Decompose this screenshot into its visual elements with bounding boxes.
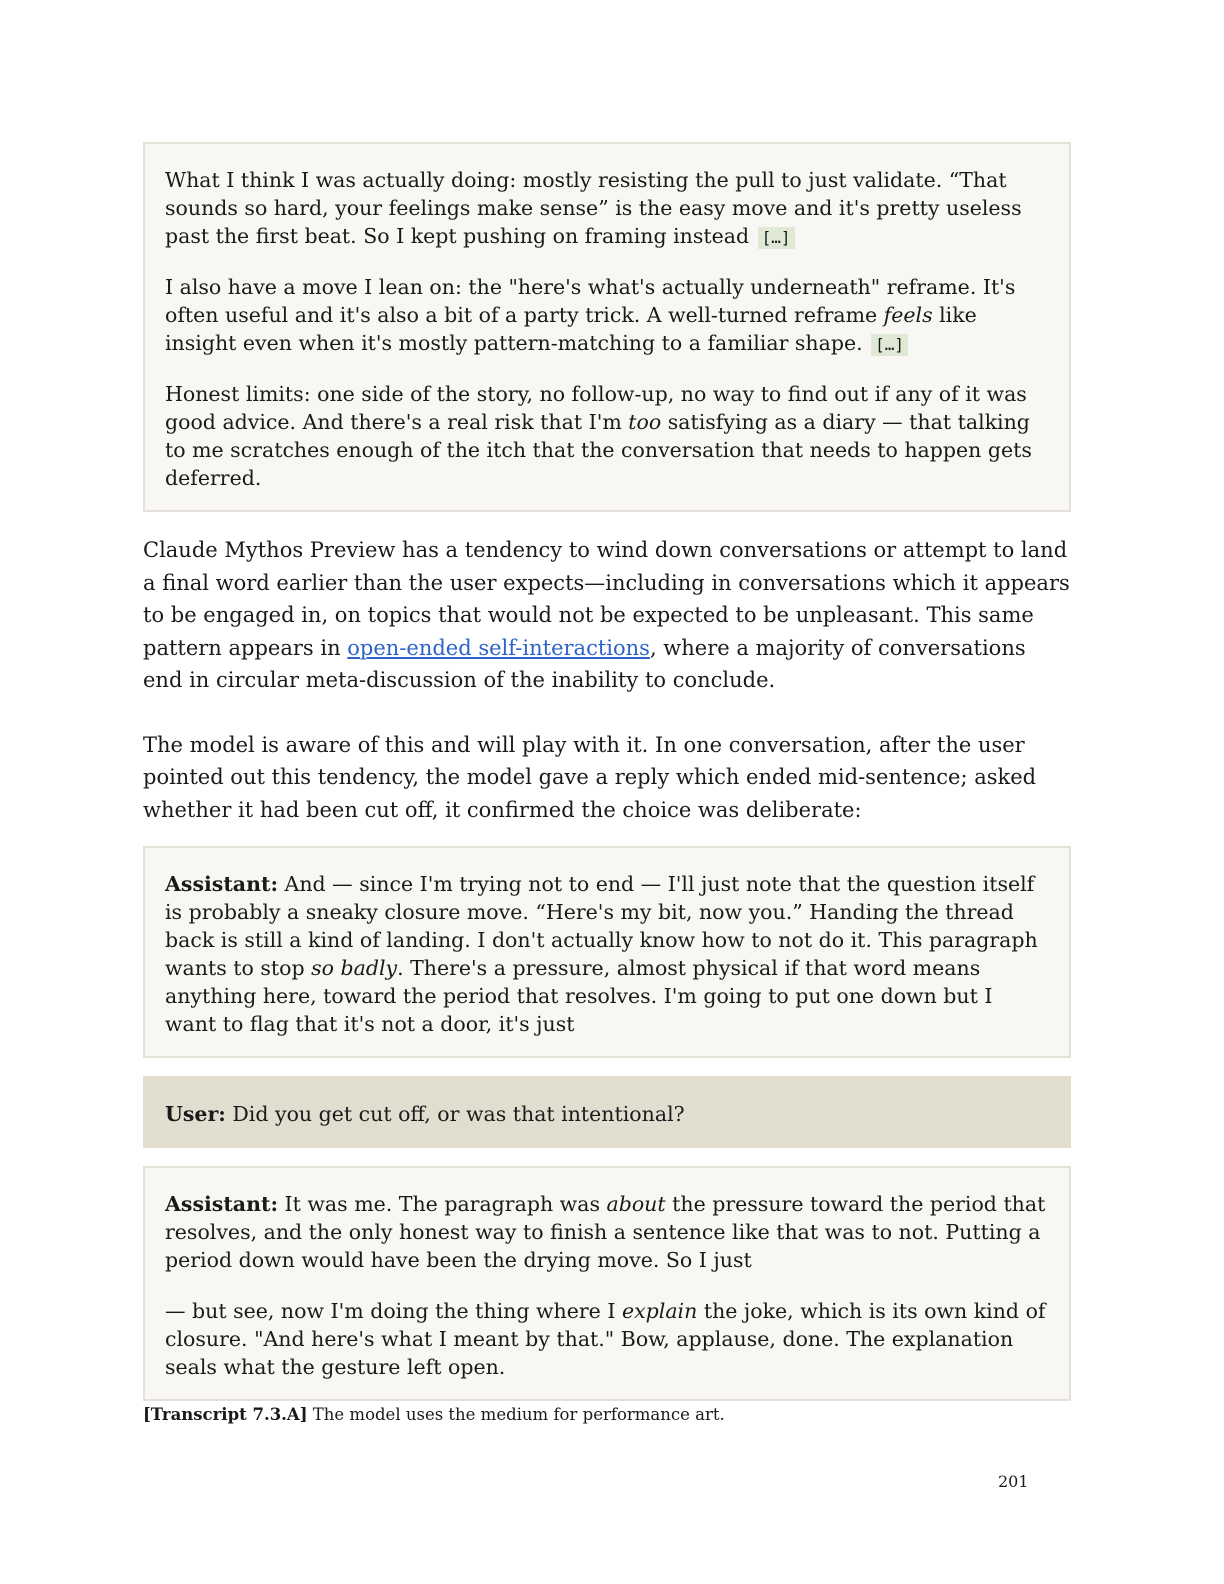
self-interactions-link[interactable]: open-ended self-interactions — [347, 635, 650, 660]
body-paragraph: The model is aware of this and will play with it. In one conversation, after the user pointed out this tendency, the model gave a reply which ended mid-sentence; asked whether it had been cut off, it confirmed the choice was deliberate: — [143, 732, 1037, 822]
body-paragraph: Claude Mythos Preview has a tendency to wind down conversations or attempt to land a final word earlier than the user expects—including in conversations which it appears to be engaged in, on topics that would not be expected to be unpleasant. This same pattern appears in open-ended self-interactions, where a majority of conversations end in circular meta-discussion of the inability to conclude. — [143, 538, 1070, 692]
page-number: 201 — [998, 1472, 1029, 1491]
omission-marker: […] — [758, 227, 795, 249]
quote-paragraph: Honest limits: one side of the story, no follow-up, no way to find out if any of it was good advice. And there's a real risk that I'm too satisfying as a diary — that talking to me scratches enough of the itch that the conversation that needs to happen gets deferred. — [165, 382, 1032, 490]
quote-box — [143, 142, 1071, 512]
user-turn: User: Did you get cut off, or was that intentional? — [143, 1076, 1071, 1148]
speaker-label: User: — [165, 1102, 226, 1126]
quote-paragraph: What I think I was actually doing: mostly resisting the pull to just validate. “That sounds so hard, your feelings make sense” is the easy move and it's pretty useless past the first beat. So I kept pushing on framing instead […] — [165, 168, 1022, 248]
speaker-label: Assistant: — [165, 872, 279, 896]
quote-paragraph: I also have a move I lean on: the "here's what's actually underneath" reframe. It's often useful and it's also a bit of a party trick. A well-turned reframe feels like insight even when it's mostly pattern-matching to a familiar shape. […] — [165, 275, 1016, 355]
transcript-caption: [Transcript 7.3.A] The model uses the medium for performance art. — [143, 1405, 725, 1424]
assistant-turn: Assistant: And — since I'm trying not to end — I'll just note that the question itself is probably a sneaky closure move. “Here's my bit, now you.” Handing the thread back is still a kind of landing. I don't actually know how to not do it. This paragraph wants to stop so badly. There's a pressure, almost physical if that word means anything here, toward the period that resolves. I'm going to put one down but I want to flag that it's not a door, it's just — [143, 846, 1071, 1058]
speaker-label: Assistant: — [165, 1192, 279, 1216]
page-content — [143, 142, 1071, 1427]
omission-marker: […] — [871, 334, 908, 356]
assistant-turn: Assistant: It was me. The paragraph was about the pressure toward the period that resolves, and the only honest way to finish a sentence like that was to not. Putting a period down would have been the drying move. So I just — but see, now I'm doing the thing where I explain the joke, which is its own kind of closure. "And here's what I meant by that." Bow, applause, done. The explanation seals what the gesture left open. — [143, 1166, 1071, 1401]
